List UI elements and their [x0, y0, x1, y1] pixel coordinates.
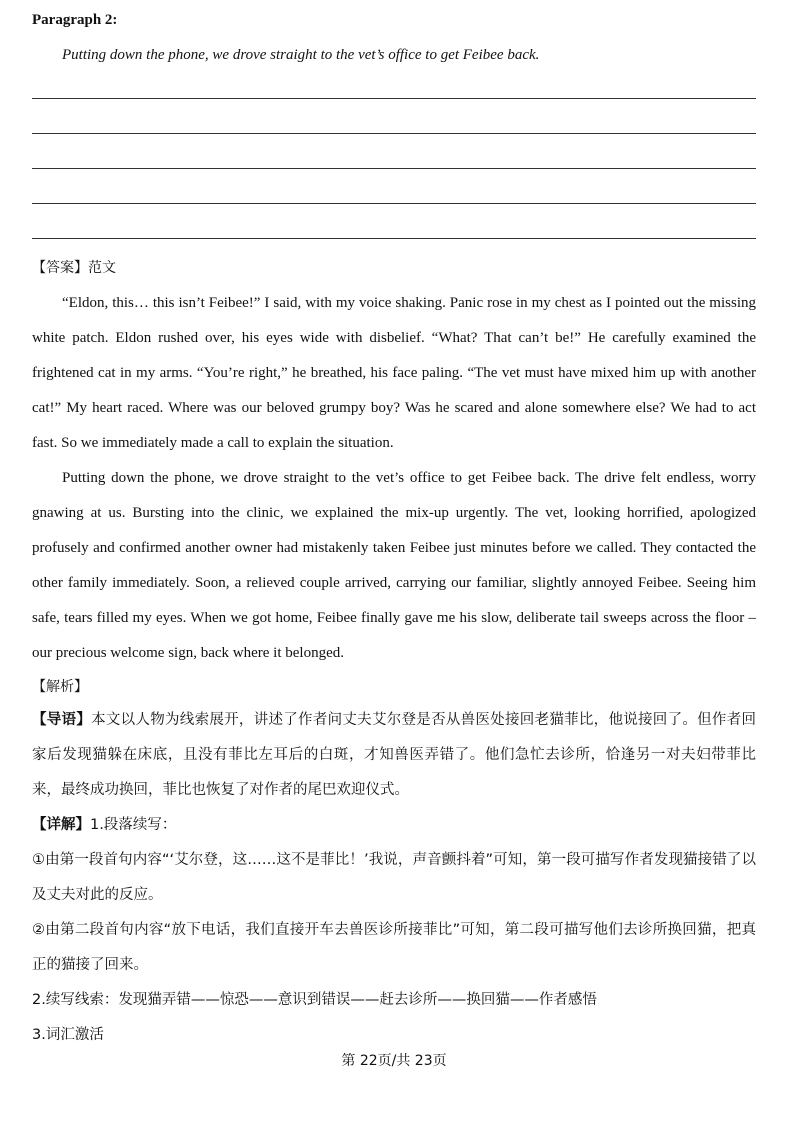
- detail-label: 【详解】: [32, 817, 90, 833]
- analysis-label: 【解析】: [32, 679, 88, 695]
- answer-label: 【答案】: [32, 260, 88, 276]
- vocabulary-heading: 3.词汇激活: [32, 1027, 104, 1043]
- writing-line: [32, 168, 756, 169]
- continuation-clue: 2.续写线索：发现猫弄错——惊恐——意识到错误——赶去诊所——换回猫——作者感悟: [32, 992, 597, 1008]
- paragraph-prompt: Putting down the phone, we drove straight to the vet’s office to get Feibee back.: [62, 47, 540, 63]
- writing-line: [32, 133, 756, 134]
- detail-point-1: ①由第一段首句内容“‘艾尔登，这……这不是菲比！’我说，声音颤抖着”可知，第一段可描写作者发现猫接错了以及丈夫对此的反应。: [32, 852, 756, 903]
- writing-line: [32, 98, 756, 99]
- analysis-guide: [32, 703, 756, 808]
- essay-paragraph-2: Putting down the phone, we drove straight to the vet’s office to get Feibee back. The drive felt endless, worry gnawing at us. Bursting into the clinic, we explained the mix-up urgently. The vet, looking horrified, apologized profusely and confirmed another owner had mistakenly taken Feibee just minutes before we called. They contacted the other family immediately. Soon, a relieved couple arrived, carrying our familiar, slightly annoyed Feibee. Seeing him safe, tears filled my eyes. When we got home, Feibee finally gave me his slow, deliberate tail sweeps across the floor – our precious welcome sign, back where it belonged.: [32, 470, 756, 661]
- answer-heading: [32, 257, 116, 277]
- analysis-detail: [32, 808, 756, 1053]
- writing-line: [32, 238, 756, 239]
- essay-paragraph-1: “Eldon, this… this isn’t Feibee!” I said, with my voice shaking. Panic rose in my chest as I pointed out the missing white patch. Eldon rushed over, his eyes wide with disbelief. “What? That can’t be!” He carefully examined the frightened cat in my arms. “You’re right,” he breathed, his face paling. “The vet must have mixed him up with another cat!” My heart raced. Where was our beloved grumpy boy? Was he scared and alone somewhere else? We had to act fast. So we immediately made a call to explain the situation.: [32, 295, 756, 451]
- guide-label: 【导语】: [32, 712, 92, 728]
- detail-point-2: ②由第二段首句内容“放下电话，我们直接开车去兽医诊所接菲比”可知，第二段可描写他们去诊所换回猫，把真正的猫接了回来。: [32, 922, 756, 973]
- writing-line: [32, 203, 756, 204]
- guide-text: 本文以人物为线索展开，讲述了作者问丈夫艾尔登是否从兽医处接回老猫菲比，他说接回了。但作者回家后发现猫躲在床底，且没有菲比左耳后的白斑，才知兽医弄错了。他们急忙去诊所，恰逢另一对夫妇带菲比来，最终成功换回，菲比也恢复了对作者的尾巴欢迎仪式。: [32, 712, 756, 798]
- model-essay: [32, 286, 756, 671]
- answer-title: 范文: [88, 260, 116, 276]
- detail-heading: 1.段落续写：: [90, 817, 177, 833]
- page-number: 第 22页/共 23页: [341, 1053, 447, 1069]
- paragraph-heading: Paragraph 2:: [32, 12, 118, 28]
